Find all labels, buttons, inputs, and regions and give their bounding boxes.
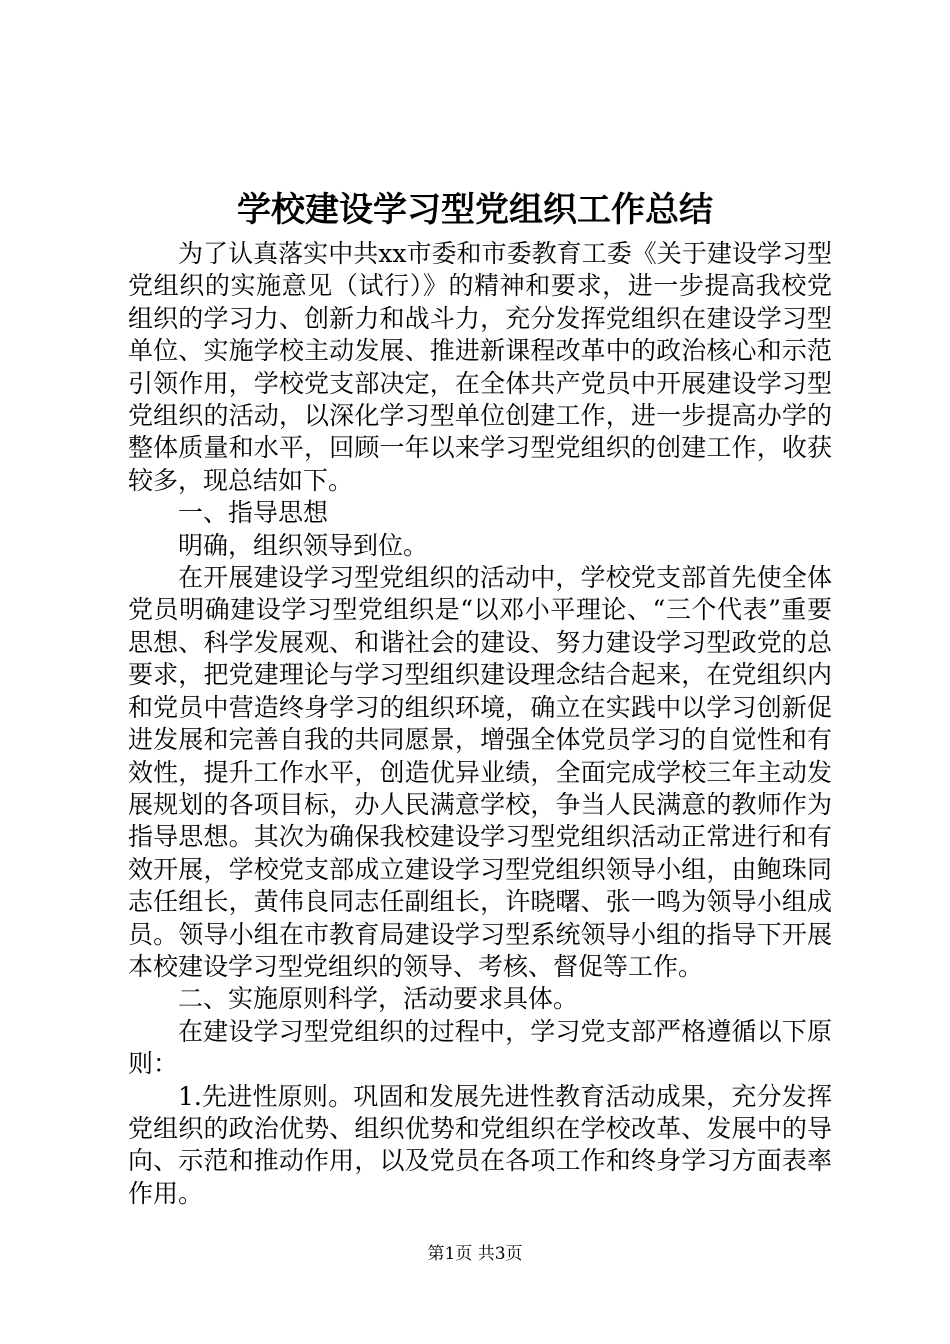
document-body	[128, 238, 832, 1210]
body-paragraph: 在开展建设学习型党组织的活动中，学校党支部首先使全体党员明确建设学习型党组织是“以邓小平理论、“三个代表”重要思想、科学发展观、和谐社会的建设、努力建设学习型政党的总要求，把党建理论与学习型组织建设理念结合起来，在党组织内和党员中营造终身学习的组织环境，确立在实践中以学习创新促进发展和完善自我的共同愿景，增强全体党员学习的自觉性和有效性，提升工作水平，创造优异业绩，全面完成学校三年主动发展规划的各项目标，办人民满意学校，争当人民满意的教师作为指导思想。其次为确保我校建设学习型党组织活动正常进行和有效开展，学校党支部成立建设学习型党组织领导小组，由鲍珠同志任组长，黄伟良同志任副组长，许晓曙、张一鸣为领导小组成员。领导小组在市教育局建设学习型系统领导小组的指导下开展本校建设学习型党组织的领导、考核、督促等工作。	[128, 563, 832, 981]
body-paragraph: 明确，组织领导到位。	[178, 530, 429, 560]
section-heading: 一、指导思想	[178, 498, 329, 528]
body-paragraph: 为了认真落实中共xx市委和市委教育工委《关于建设学习型党组织的实施意见（试行）》的精神和要求，进一步提高我校党组织的学习力、创新力和战斗力，充分发挥党组织在建设学习型单位、实施学校主动发展、推进新课程改革中的政治核心和示范引领作用，学校党支部决定，在全体共产党员中开展建设学习型党组织的活动，以深化学习型单位创建工作，进一步提高办学的整体质量和水平，回顾一年以来学习型党组织的创建工作，收获较多，现总结如下。	[128, 239, 832, 495]
section-heading: 二、实施原则科学，活动要求具体。	[178, 984, 579, 1014]
document-title: 学校建设学习型党组织工作总结	[237, 190, 713, 230]
body-paragraph: 在建设学习型党组织的过程中，学习党支部严格遵循以下原则：	[128, 1016, 832, 1079]
page-number: 第1页 共3页	[427, 1244, 523, 1264]
page-footer	[0, 1243, 950, 1265]
body-paragraph: 1.先进性原则。巩固和发展先进性教育活动成果，充分发挥党组织的政治优势、组织优势和党组织在学校改革、发展中的导向、示范和推动作用，以及党员在各项工作和终身学习方面表率作用。	[128, 1081, 832, 1208]
